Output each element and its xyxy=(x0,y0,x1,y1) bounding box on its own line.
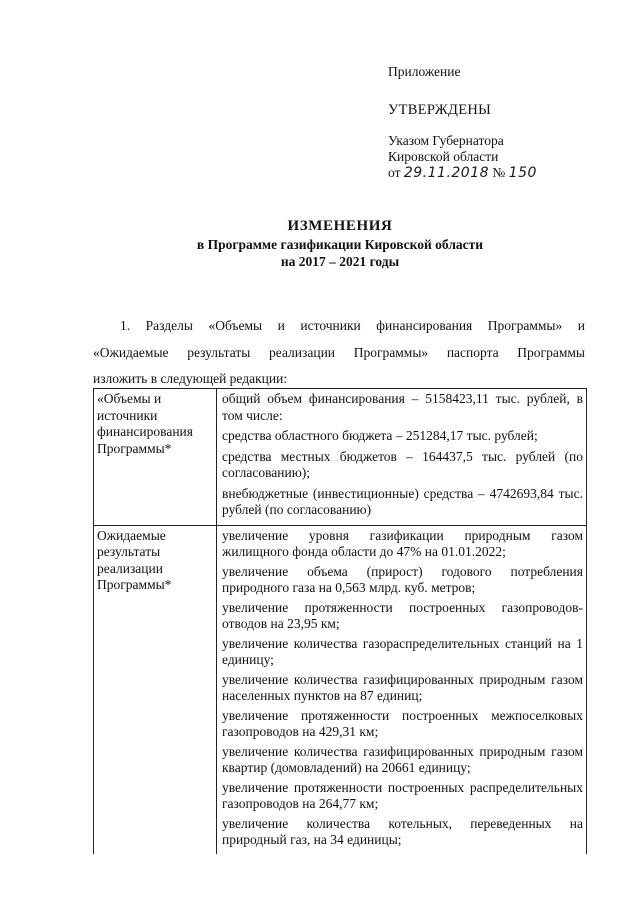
row-content-financing xyxy=(217,389,587,526)
heading-title: ИЗМЕНЕНИЯ xyxy=(287,218,393,234)
heading-subtitle-2: на 2017 – 2021 годы xyxy=(280,254,400,269)
list-item: средства областного бюджета – 251284,17 тыс. рублей; xyxy=(222,428,538,443)
list-item: увеличение уровня газификации природным газом жилищного фонда области до 47% на 01.01.2022; xyxy=(222,527,583,559)
list-item: увеличение количества газифицированных природным газом населенных пунктов на 87 единиц; xyxy=(222,671,583,703)
decree-date-line xyxy=(388,165,618,181)
number-prefix: № xyxy=(492,165,506,180)
paragraph-line-3: изложить в следующей редакции: xyxy=(93,371,288,386)
row-content-results xyxy=(217,525,587,854)
approved-stamp: УТВЕРЖДЕНЫ xyxy=(388,102,492,118)
appendix-label: Приложение xyxy=(388,64,461,79)
decree-line-1: Указом Губернатора xyxy=(388,133,504,148)
list-item: увеличение количества газораспределительных станций на 1 единицу; xyxy=(222,635,583,667)
list-item: увеличение количества котельных, переведенных на природный газ, на 34 единицы; xyxy=(222,815,583,847)
handwritten-number: 150 xyxy=(508,165,537,181)
paragraph-line-2: «Ожидаемые результаты реализации Программы» паспорта Программы xyxy=(93,344,585,360)
document-heading xyxy=(60,217,620,270)
list-item: увеличение объема (прирост) годового потребления природного газа на 0,563 млрд. куб. метров; xyxy=(222,563,583,595)
list-item: увеличение протяженности построенных распределительных газопроводов на 264,77 км; xyxy=(222,779,583,811)
list-item: общий объем финансирования – 5158423,11 тыс. рублей, в том числе: xyxy=(222,391,583,423)
approval-block xyxy=(388,64,618,181)
date-prefix: от xyxy=(388,165,401,180)
decree-line-2: Кировской области xyxy=(388,149,499,164)
list-item: внебюджетные (инвестиционные) средства – 4742693,84 тыс. рублей (по согласованию) xyxy=(222,485,583,517)
row-label-financing: «Объемы и источники финансирования Программы* xyxy=(94,389,217,526)
intro-paragraph xyxy=(93,313,585,393)
heading-subtitle-1: в Программе газификации Кировской области xyxy=(196,237,484,252)
row-label-results: Ожидаемые результаты реализации Программы* xyxy=(94,525,217,854)
list-item: увеличение количества газифицированных природным газом квартир (домовладений) на 20661 единицу; xyxy=(222,743,583,775)
list-item: увеличение протяженности построенных газопроводов-отводов на 23,95 км; xyxy=(222,599,583,631)
table-row xyxy=(94,389,587,526)
table-row xyxy=(94,525,587,854)
list-item: увеличение протяженности построенных межпоселковых газопроводов на 429,31 км; xyxy=(222,707,583,739)
passport-table xyxy=(93,388,587,854)
list-item: средства местных бюджетов – 164437,5 тыс. рублей (по согласованию); xyxy=(222,448,583,480)
paragraph-line-1: 1. Разделы «Объемы и источники финансирования Программы» и xyxy=(120,318,585,333)
handwritten-date: 29.11.2018 xyxy=(403,165,490,181)
